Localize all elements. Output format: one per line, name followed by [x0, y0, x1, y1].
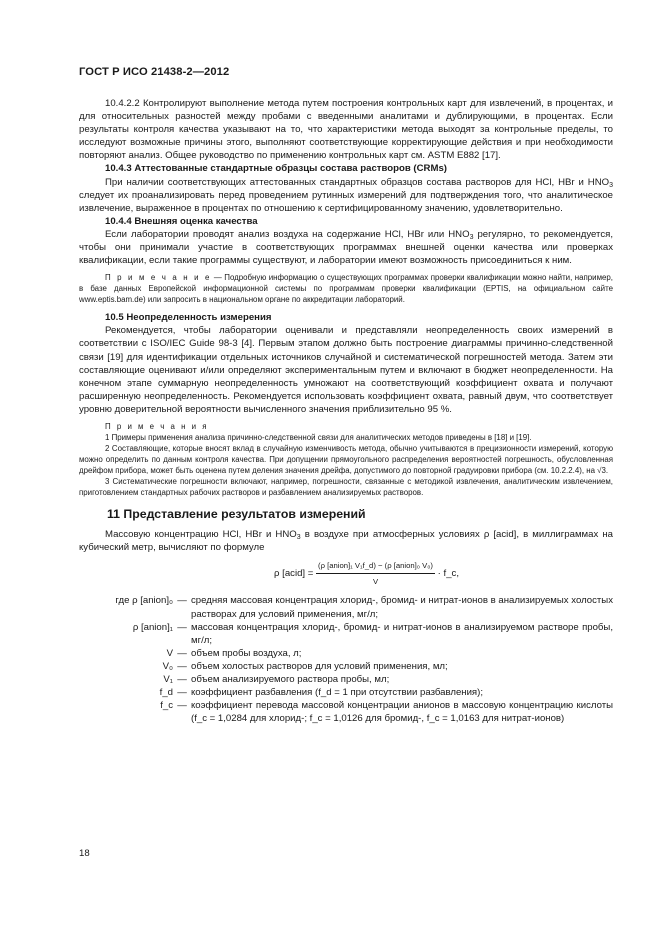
definition-text: объем пробы воздуха, л;: [191, 647, 302, 659]
definition-text: коэффициент разбавления (f_d = 1 при отсутствии разбавления);: [191, 687, 483, 699]
definition-text: объем холостых растворов для условий применения, мл;: [191, 660, 448, 672]
note-2-end: .: [605, 465, 609, 475]
note-2: [79, 443, 613, 476]
definition-row: [79, 647, 613, 660]
definition-symbol: где ρ [anion]₀: [115, 595, 173, 607]
definition-symbol: ρ [anion]₁: [132, 621, 173, 633]
subscript: 3: [296, 534, 301, 542]
heading-10-4-4: 10.4.4 Внешняя оценка качества: [105, 215, 258, 227]
definition-dash: —: [177, 687, 187, 699]
note-label: П р и м е ч а н и е: [105, 273, 212, 283]
text-segment: Массовую концентрацию HCl, HBr и HNO: [105, 529, 297, 541]
text-segment: Если лаборатории проводят анализ воздуха на содержание HCl, HBr или HNO: [105, 228, 470, 240]
definition-row: [79, 686, 613, 699]
acid-concentration-formula: [79, 559, 613, 588]
note-3: 3 Систематические погрешности включают, например, погрешности, связанные с методикой извлечения, аналитическим извлечением, приготовлением стандартных рабочих растворов и разбавлением анализируемых растворов.: [79, 476, 613, 497]
definition-dash: —: [177, 621, 187, 633]
notes-label: [79, 421, 613, 432]
formula-numerator: (ρ [anion]₁ V₁f_d) − (ρ [anion]₀ V₀): [316, 559, 435, 574]
heading-10-4-3: 10.4.3 Аттестованные стандартные образцы состава растворов (CRMs): [105, 163, 447, 175]
text-segment: регулярно, то рекомендуется, чтобы они принимали участие в соответствующих программах внешней оценки качества или проверках квалификации, если такие программы существуют, и лаборатории имеют возможность присоединиться к ним.: [79, 228, 614, 267]
formula-rhs: · f_c,: [437, 568, 459, 580]
definition-symbol: V: [166, 647, 173, 659]
definition-dash: —: [177, 647, 187, 659]
sqrt-three: √3: [597, 465, 606, 475]
definition-text: массовая концентрация хлорид-, бромид- и нитрат-ионов в анализируемом растворе пробы, мг/л;: [191, 621, 613, 646]
heading-10-5: 10.5 Неопределенность измерения: [105, 312, 272, 324]
definition-dash: —: [177, 595, 187, 607]
note-text: — Подробную информацию о существующих программах проверки квалификации можно найти, например, в базе данных Европейской информационной системы по программам проверки квалификации (EPTIS, на официальном сайте www.eptis.bam.de) или запросить в национальном органе по аккредитации лабораторий.: [79, 273, 613, 305]
page-content: [79, 97, 613, 725]
paragraph-10-4-3: [79, 176, 613, 215]
definition-dash: —: [177, 674, 187, 685]
definition-symbol: V₁: [163, 674, 173, 685]
definition-text: коэффициент перевода массовой концентрации анионов в массовую концентрацию кислоты (f_c = 1,0284 для хлорид-; f_c = 1,0126 для бромид-, f_c = 1,0163 для нитрат-ионов): [191, 700, 613, 725]
definition-dash: —: [177, 660, 187, 672]
definition-dash: —: [177, 700, 187, 712]
subscript: 3: [469, 233, 474, 241]
definition-row: [79, 621, 613, 647]
definition-row: [79, 594, 613, 620]
definition-symbol: V₀: [162, 660, 173, 672]
text-segment: При наличии соответствующих аттестованных стандартных образцов состава растворов для HCl, HBr и HNO: [105, 176, 610, 188]
definition-row: [79, 699, 613, 725]
formula-fraction: [316, 559, 435, 588]
standard-header: ГОСТ Р ИСО 21438-2—2012: [79, 66, 230, 78]
note-2-text: 2 Составляющие, которые вносят вклад в случайную изменчивость метода, обычно учитываются в прецизионности измерений, которую можно определить по данным контроля качества. При допущении прямоугольного распределения вероятностей погрешность, обусловленная дрейфом прибора, может быть оценена путем деления значения дрейфа, допустимого до повторной градуировки прибора (см. 10.2.2.4), на: [79, 443, 613, 475]
paragraph-10-4-2-2: [79, 97, 613, 162]
definition-symbol: f_d: [159, 687, 173, 699]
text-segment: в воздухе при атмосферных условиях ρ [acid], в миллиграммах на кубический метр, вычисляют по формуле: [79, 529, 614, 554]
section-11-intro: [79, 528, 613, 554]
definition-symbol: f_c: [160, 700, 173, 712]
formula-denominator: V: [372, 577, 379, 587]
text-segment: следует их проанализировать перед проведением рутинных измерений для подтверждения того, что аналитическое извлечение, выраженное в процентах по отношению к сертифицированному значению, удовлетворительно.: [79, 189, 613, 214]
formula-lhs: ρ [acid] =: [274, 568, 314, 580]
paragraph-10-4-4: [79, 228, 613, 267]
subscript: 3: [609, 181, 613, 189]
section-11-heading: 11 Представление результатов измерений: [107, 506, 366, 521]
clause-text: Контролируют выполнение метода путем построения контрольных карт для извлечений, в процентах, и для относительных разностей между пробами с введенными аналитами и дублирующими, в процентах. Если результаты контроля качества указывают на то, что характеристики метода выходят за контрольные пределы, то исследуют возможные причины этого, выполняют соответствующие корректирующие действия и при необходимости повторяют анализ. Общее руководство по применению контрольных карт см. ASTM E882 [17].: [79, 98, 614, 162]
note-eptis: [79, 272, 613, 305]
clause-number: 10.4.2.2: [105, 98, 140, 109]
definition-row: [79, 673, 613, 686]
definition-row: [79, 660, 613, 673]
symbol-definitions: [79, 594, 613, 725]
page-number: 18: [79, 848, 90, 859]
notes-label-text: П р и м е ч а н и я: [105, 421, 209, 431]
paragraph-10-5: Рекомендуется, чтобы лаборатории оценивали и представляли неопределенность своих измерений в соответствии с ISO/IEC Guide 98-3 [4]. Первым этапом должно быть построение диаграммы причинно-следственной связи [19] для идентификации отдельных источников случайной и систематической погрешностей метода. Затем эти составляющие оценивают и/или определяют экспериментальным путем и включают в бюджет неопределенности. На конечном этапе суммарную неопределенность умножают на соответствующий коэффициент охвата и получают расширенную неопределенность. Рекомендуется использовать коэффициент охвата, равный двум, что соответствует уровню доверительной вероятности вычисленного значения приблизительно 95 %.: [79, 325, 613, 415]
definition-text: средняя массовая концентрация хлорид-, бромид- и нитрат-ионов в анализируемых холостых растворах для условий применения, мг/л;: [191, 595, 613, 620]
definition-text: объем анализируемого раствора пробы, мл;: [191, 674, 390, 685]
note-1: 1 Примеры применения анализа причинно-следственной связи для аналитических методов приведены в [18] и [19].: [105, 432, 532, 442]
